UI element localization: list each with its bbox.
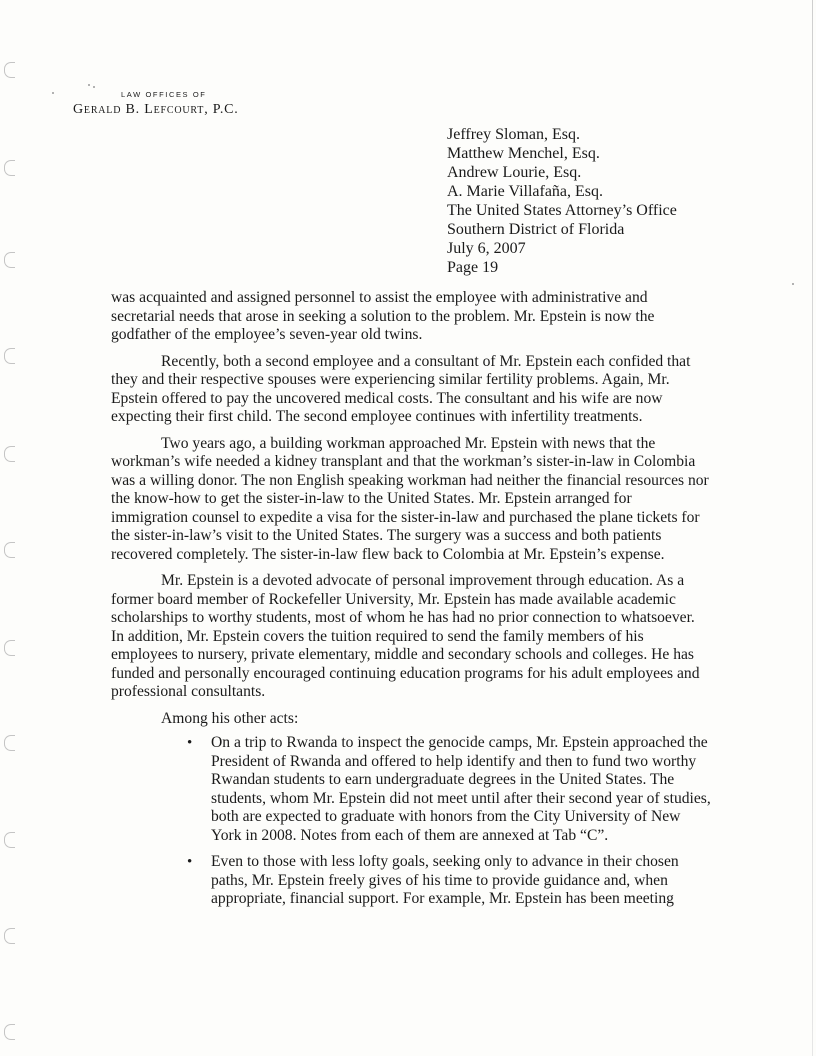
list-item	[187, 734, 711, 845]
page-edge-line	[812, 0, 813, 1056]
punch-hole-mark	[4, 160, 15, 176]
punch-hole-mark	[4, 62, 15, 78]
bullet-icon: •	[187, 735, 193, 751]
punch-hole-mark	[4, 252, 15, 268]
punch-hole-mark	[4, 1024, 15, 1040]
punch-hole-mark	[4, 832, 15, 848]
page-number: Page 19	[447, 259, 499, 276]
acts-list	[111, 734, 711, 909]
punch-hole-mark	[4, 542, 15, 558]
list-item-text: Even to those with less lofty goals, seeking only to advance in their chosen paths, Mr. Epstein freely gives of his time to provide guidance and, when appropriate, financial support. For example, Mr. Epstein has been meeting	[211, 853, 679, 907]
body-paragraph: Two years ago, a building workman approached Mr. Epstein with news that the workman’s wife needed a kidney transplant and that the workman’s sister-in-law in Colombia was a willing donor. The non English speaking workman had neither the financial resources nor the know-how to get the sister-in-law to the United States. Mr. Epstein arranged for immigration counsel to expedite a visa for the sister-in-law and purchased the plane tickets for the sister-in-law’s visit to the United States. The surgery was a success and both patients recovered completely. The sister-in-law flew back to Colombia at Mr. Epstein’s expense.	[111, 434, 709, 563]
address-block	[447, 125, 677, 277]
bullet-icon: •	[187, 854, 193, 870]
address-line: Jeffrey Sloman, Esq.	[447, 126, 581, 143]
list-item-text: On a trip to Rwanda to inspect the genocide camps, Mr. Epstein approached the President of Rwanda and offered to help identify and then to fund two worthy Rwandan students to earn undergraduate degrees in the United States. The students, whom Mr. Epstein did not meet until after their second year of studies, both are expected to graduate with honors from the City University of New York in 2008. Notes from each of them are annexed at Tab “C”.	[211, 734, 711, 844]
firm-name: Gerald B. Lefcourt, P.C.	[73, 102, 239, 117]
body-paragraph: Recently, both a second employee and a consultant of Mr. Epstein each confided that they and their respective spouses were experiencing similar fertility problems. Again, Mr. Epstein offered to pay the uncovered medical costs. The consultant and his wife are now expecting their first child. The second employee continues with infertility treatments.	[111, 352, 691, 425]
letterhead-caption: LAW OFFICES OF	[121, 90, 207, 99]
punch-hole-mark	[4, 928, 15, 944]
punch-hole-mark	[4, 348, 15, 364]
scan-speck	[93, 86, 95, 88]
body-paragraph: Mr. Epstein is a devoted advocate of personal improvement through education. As a former board member of Rockefeller University, Mr. Epstein has made available academic scholarships to worthy students, most of whom he has had no prior connection to whatsoever. In addition, Mr. Epstein covers the tuition required to send the family members of his employees to nursery, private elementary, middle and secondary schools and colleges. He has funded and personally encouraged continuing education programs for his adult employees and professional consultants.	[111, 572, 700, 700]
address-line: The United States Attorney’s Office	[447, 202, 677, 219]
acts-intro: Among his other acts:	[161, 709, 299, 727]
letter-date: July 6, 2007	[447, 240, 526, 257]
address-line: A. Marie Villafaña, Esq.	[447, 183, 604, 200]
scan-speck	[88, 84, 90, 86]
punch-hole-mark	[4, 446, 15, 462]
list-item	[187, 853, 711, 909]
letter-body	[111, 289, 711, 917]
address-line: Andrew Lourie, Esq.	[447, 164, 582, 181]
address-line: Southern District of Florida	[447, 221, 625, 238]
scan-speck	[792, 283, 794, 285]
body-paragraph: was acquainted and assigned personnel to assist the employee with administrative and secretarial needs that arose in seeking a solution to the problem. Mr. Epstein is now the godfather of the employee’s seven-year old twins.	[111, 289, 655, 343]
punch-hole-mark	[4, 735, 15, 751]
punch-hole-mark	[4, 640, 15, 656]
address-line: Matthew Menchel, Esq.	[447, 145, 600, 162]
scan-speck	[52, 92, 54, 94]
